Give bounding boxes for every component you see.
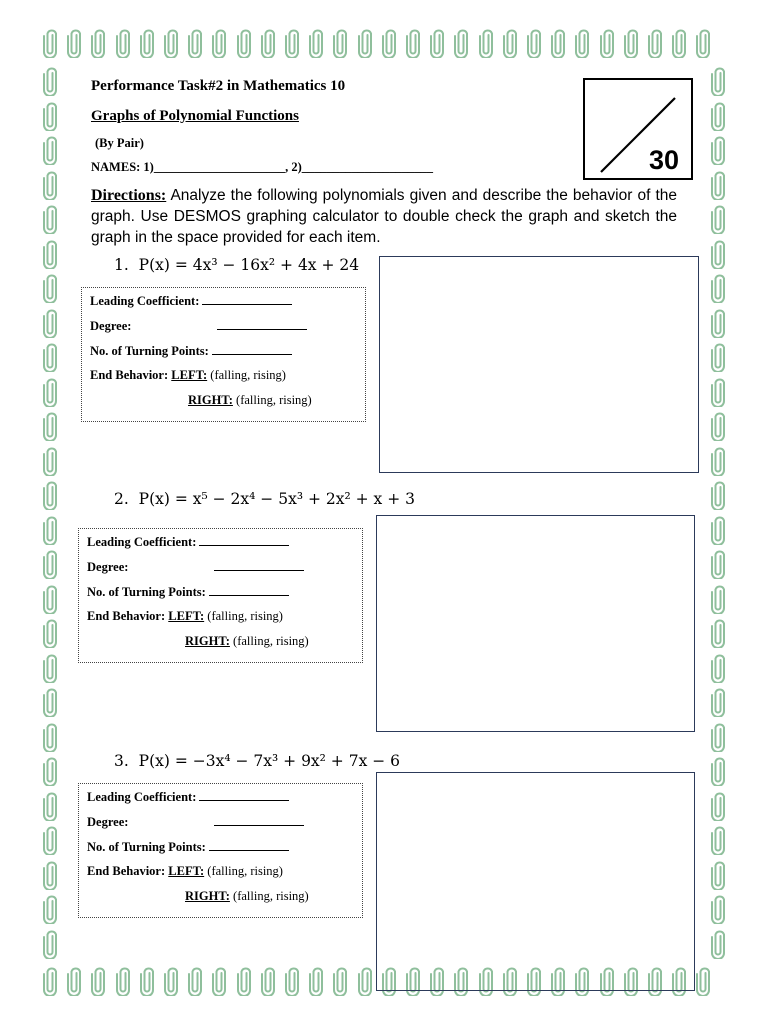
paperclip-icon <box>43 894 57 924</box>
paperclip-icon <box>91 28 105 58</box>
paperclip-icon <box>711 239 725 269</box>
paperclip-icon <box>116 966 130 996</box>
paperclip-icon <box>454 28 468 58</box>
paperclip-icon <box>358 966 372 996</box>
paperclip-icon <box>140 28 154 58</box>
paperclip-icon <box>43 28 57 58</box>
paperclip-icon <box>188 966 202 996</box>
item-1-equation <box>114 256 359 274</box>
paperclip-icon <box>711 170 725 200</box>
paperclip-icon <box>711 480 725 510</box>
item-1-answer-box <box>81 287 366 422</box>
paperclip-icon <box>711 549 725 579</box>
degree-label: Degree: <box>87 815 129 829</box>
paperclip-icon <box>164 966 178 996</box>
paperclip-icon <box>672 28 686 58</box>
paperclip-icon <box>711 204 725 234</box>
paperclip-icon <box>711 722 725 752</box>
paperclip-icon <box>430 28 444 58</box>
paperclip-icon <box>91 966 105 996</box>
paperclip-icon <box>711 618 725 648</box>
leading-coefficient-label: Leading Coefficient: <box>87 790 197 804</box>
right-label: RIGHT: <box>185 634 230 648</box>
paperclip-icon <box>43 618 57 648</box>
right-options[interactable]: (falling, rising) <box>233 889 309 903</box>
right-label: RIGHT: <box>188 393 233 407</box>
item-2-equation <box>114 490 415 508</box>
right-options[interactable]: (falling, rising) <box>236 393 312 407</box>
paperclip-icon <box>711 860 725 890</box>
score-box <box>583 78 693 180</box>
paperclip-icon <box>711 308 725 338</box>
paperclip-icon <box>696 966 710 996</box>
paperclip-icon <box>43 135 57 165</box>
paperclip-icon <box>285 966 299 996</box>
paperclip-icon <box>67 966 81 996</box>
paperclip-icon <box>43 66 57 96</box>
name-blank-2[interactable]: _____________________ <box>301 160 434 174</box>
paperclip-icon <box>43 549 57 579</box>
paperclip-icon <box>527 28 541 58</box>
paperclip-icon <box>711 377 725 407</box>
paperclip-icon <box>188 28 202 58</box>
names-prefix: NAMES: 1) <box>91 160 154 174</box>
degree-blank[interactable] <box>214 814 304 826</box>
item-3-equation <box>114 752 400 770</box>
page-title: Performance Task#2 in Mathematics 10 <box>91 78 346 94</box>
paperclip-icon <box>261 966 275 996</box>
right-options[interactable]: (falling, rising) <box>233 634 309 648</box>
paperclip-icon <box>624 28 638 58</box>
paperclip-icon <box>711 653 725 683</box>
paperclip-icon <box>43 342 57 372</box>
item-number: 3. <box>114 752 129 770</box>
paperclip-icon <box>479 28 493 58</box>
paperclip-icon <box>43 653 57 683</box>
paperclip-icon <box>711 411 725 441</box>
paperclip-icon <box>261 28 275 58</box>
paperclip-icon <box>43 480 57 510</box>
paperclip-icon <box>212 966 226 996</box>
names-line <box>91 160 433 175</box>
turning-points-label: No. of Turning Points: <box>87 585 206 599</box>
paperclip-icon <box>711 446 725 476</box>
directions <box>91 185 677 248</box>
paperclip-icon <box>237 28 251 58</box>
item-1-graph-box[interactable] <box>379 256 699 473</box>
paperclip-icon <box>711 791 725 821</box>
end-behavior-label: End Behavior: <box>87 864 166 878</box>
paperclip-icon <box>43 584 57 614</box>
paperclip-icon <box>551 28 565 58</box>
paperclip-icon <box>711 687 725 717</box>
paperclip-icon <box>43 722 57 752</box>
left-label: LEFT: <box>171 368 208 382</box>
paperclip-icon <box>696 28 710 58</box>
paperclip-icon <box>43 239 57 269</box>
equation-text: P(x) = 4x³ − 16x² + 4x + 24 <box>138 256 360 274</box>
page-subtitle: Graphs of Polynomial Functions <box>91 108 299 124</box>
left-options[interactable]: (falling, rising) <box>207 609 283 623</box>
right-label: RIGHT: <box>185 889 230 903</box>
paperclip-icon <box>333 966 347 996</box>
paperclip-icon <box>333 28 347 58</box>
paperclip-icon <box>711 515 725 545</box>
paperclip-icon <box>43 825 57 855</box>
paperclip-icon <box>43 101 57 131</box>
item-3-answer-box <box>78 783 363 918</box>
paperclip-icon <box>43 687 57 717</box>
turning-points-blank[interactable] <box>209 839 289 851</box>
paperclip-icon <box>711 135 725 165</box>
paperclip-icon <box>600 28 614 58</box>
paperclip-icon <box>116 28 130 58</box>
leading-coefficient-blank[interactable] <box>199 789 289 801</box>
paperclip-icon <box>711 894 725 924</box>
paperclip-icon <box>711 584 725 614</box>
paperclip-icon <box>140 966 154 996</box>
leading-coefficient-label: Leading Coefficient: <box>90 294 200 308</box>
paperclip-icon <box>43 377 57 407</box>
paperclip-icon <box>711 929 725 959</box>
degree-label: Degree: <box>87 560 129 574</box>
turning-points-label: No. of Turning Points: <box>87 840 206 854</box>
paperclip-icon <box>43 446 57 476</box>
paperclip-icon <box>575 28 589 58</box>
item-number: 1. <box>114 256 129 274</box>
turning-points-blank[interactable] <box>212 343 292 355</box>
equation-text: P(x) = −3x⁴ − 7x³ + 9x² + 7x − 6 <box>138 752 401 770</box>
item-2-graph-box[interactable] <box>376 515 695 732</box>
paperclip-icon <box>43 791 57 821</box>
left-label: LEFT: <box>168 864 205 878</box>
left-options[interactable]: (falling, rising) <box>207 864 283 878</box>
paperclip-icon <box>711 273 725 303</box>
name-blank-1[interactable]: _____________________ <box>153 160 286 174</box>
paperclip-icon <box>285 28 299 58</box>
directions-text: Analyze the following polynomials given and describe the behavior of the graph. Use DESMOS graphing calculator to double check the graph and sketch the graph in the space provided for each item. <box>91 187 677 246</box>
paperclip-icon <box>164 28 178 58</box>
paperclip-icon <box>711 342 725 372</box>
item-3-graph-box[interactable] <box>376 772 695 991</box>
directions-label: Directions: <box>91 187 167 204</box>
paperclip-icon <box>43 411 57 441</box>
paperclip-icon <box>711 825 725 855</box>
leading-coefficient-label: Leading Coefficient: <box>87 535 197 549</box>
paperclip-icon <box>43 929 57 959</box>
paperclip-icon <box>43 860 57 890</box>
item-number: 2. <box>114 490 129 508</box>
paperclip-icon <box>382 28 396 58</box>
names-separator: , 2) <box>285 160 302 174</box>
paperclip-icon <box>358 28 372 58</box>
paperclip-icon <box>212 28 226 58</box>
paperclip-icon <box>711 101 725 131</box>
degree-label: Degree: <box>90 319 132 333</box>
paperclip-icon <box>711 66 725 96</box>
degree-blank[interactable] <box>214 559 304 571</box>
turning-points-blank[interactable] <box>209 584 289 596</box>
leading-coefficient-blank[interactable] <box>202 293 292 305</box>
end-behavior-label: End Behavior: <box>87 609 166 623</box>
left-label: LEFT: <box>168 609 205 623</box>
pair-note: (By Pair) <box>95 136 144 150</box>
paperclip-icon <box>406 28 420 58</box>
paperclip-icon <box>67 28 81 58</box>
paperclip-icon <box>43 273 57 303</box>
turning-points-label: No. of Turning Points: <box>90 344 209 358</box>
end-behavior-label: End Behavior: <box>90 368 169 382</box>
equation-text: P(x) = x⁵ − 2x⁴ − 5x³ + 2x² + x + 3 <box>138 490 415 508</box>
paperclip-icon <box>43 756 57 786</box>
paperclip-icon <box>309 28 323 58</box>
paperclip-icon <box>237 966 251 996</box>
paperclip-icon <box>503 28 517 58</box>
paperclip-icon <box>309 966 323 996</box>
paperclip-icon <box>43 308 57 338</box>
degree-blank[interactable] <box>217 318 307 330</box>
leading-coefficient-blank[interactable] <box>199 534 289 546</box>
paperclip-icon <box>43 204 57 234</box>
paperclip-icon <box>43 966 57 996</box>
paperclip-icon <box>43 515 57 545</box>
paperclip-icon <box>648 28 662 58</box>
paperclip-icon <box>711 756 725 786</box>
left-options[interactable]: (falling, rising) <box>210 368 286 382</box>
score-total: 30 <box>648 145 679 175</box>
item-2-answer-box <box>78 528 363 663</box>
paperclip-icon <box>43 170 57 200</box>
